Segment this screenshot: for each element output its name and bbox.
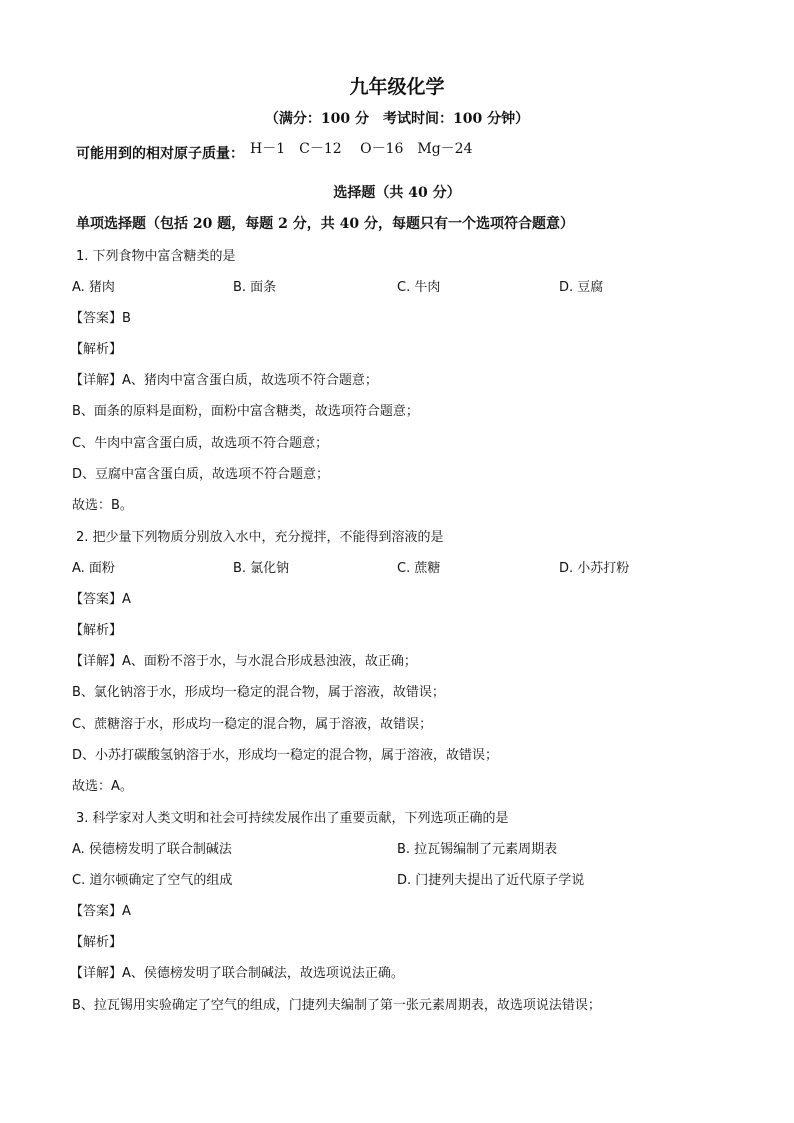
question-2-detail: C、蔗糖溶于水，形成均一稳定的混合物，属于溶液，故错误； (72, 717, 433, 732)
question-1-detail: B、面条的原料是面粉，面粉中富含糖类，故选项符合题意； (72, 404, 419, 419)
question-2-option-c: C. 蔗糖 (397, 561, 441, 576)
question-1-stem: 1. 下列食物中富含糖类的是 (76, 249, 236, 264)
question-2-stem: 2. 把少量下列物质分别放入水中，充分搅拌，不能得到溶液的是 (76, 530, 444, 545)
question-3-analysis-label: 【解析】 (70, 935, 123, 950)
question-1-option-a: A. 猪肉 (72, 280, 115, 295)
atomic-mass-label: 可能用到的相对原子质量： (76, 146, 244, 162)
question-2-detail: B、氯化钠溶于水，形成均一稳定的混合物，属于溶液，故错误； (72, 685, 445, 700)
question-3-stem: 3. 科学家对人类文明和社会可持续发展作出了重要贡献，下列选项正确的是 (76, 811, 509, 826)
question-3-option-c: C. 道尔顿确定了空气的组成 (72, 873, 233, 888)
question-2-conclusion: 故选：A。 (72, 779, 133, 794)
question-3-detail: 【详解】A、侯德榜发明了联合制碱法，故选项说法正确。 (70, 966, 404, 981)
question-1-option-c: C. 牛肉 (397, 280, 441, 295)
question-2-answer: 【答案】A (70, 592, 131, 607)
question-1-option-d: D. 豆腐 (559, 280, 604, 295)
atomic-mass-line (76, 143, 473, 163)
question-3-option-b: B. 拉瓦锡编制了元素周期表 (397, 842, 558, 857)
page-title: 九年级化学 (349, 76, 445, 98)
question-2-detail: 【详解】A、面粉不溶于水，与水混合形成悬浊液，故正确； (70, 654, 417, 669)
question-1-option-b: B. 面条 (233, 280, 277, 295)
section-title: 选择题（共 40 分） (333, 185, 461, 201)
question-2-analysis-label: 【解析】 (70, 623, 123, 638)
question-2-option-a: A. 面粉 (72, 561, 115, 576)
question-1-analysis-label: 【解析】 (70, 342, 123, 357)
question-3-option-d: D. 门捷列夫提出了近代原子学说 (397, 873, 585, 888)
question-3-detail: B、拉瓦锡用实验确定了空气的组成，门捷列夫编制了第一张元素周期表，故选项说法错误； (72, 998, 601, 1013)
section-instruction: 单项选择题（包括 20 题，每题 2 分，共 40 分，每题只有一个选项符合题意） (76, 216, 574, 232)
atomic-mass-values: H－1 C－12 O－16 Mg－24 (250, 141, 473, 157)
question-2-option-d: D. 小苏打粉 (559, 561, 630, 576)
exam-info: （满分：100 分 考试时间：100 分钟） (264, 111, 530, 127)
question-1-conclusion: 故选：B。 (72, 498, 133, 513)
question-2-detail: D、小苏打碳酸氢钠溶于水，形成均一稳定的混合物，属于溶液，故错误； (72, 748, 499, 763)
question-1-detail: 【详解】A、猪肉中富含蛋白质，故选项不符合题意； (70, 373, 378, 388)
question-1-detail: C、牛肉中富含蛋白质，故选项不符合题意； (72, 436, 329, 451)
question-2-option-b: B. 氯化钠 (233, 561, 290, 576)
question-1-detail: D、豆腐中富含蛋白质，故选项不符合题意； (72, 467, 330, 482)
question-3-option-a: A. 侯德榜发明了联合制碱法 (72, 842, 232, 857)
question-1-answer: 【答案】B (70, 311, 131, 326)
question-3-answer: 【答案】A (70, 904, 131, 919)
